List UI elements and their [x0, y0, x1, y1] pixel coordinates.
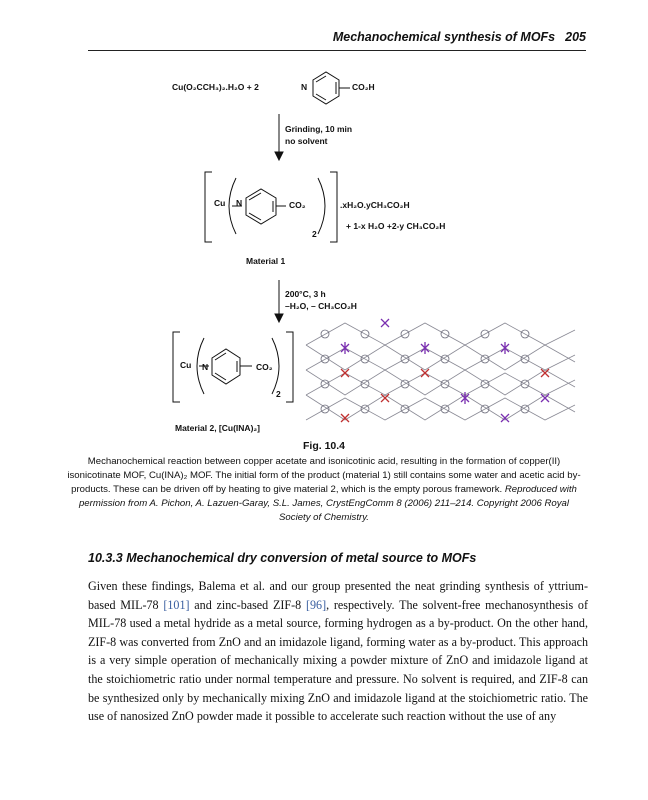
material2-outer-bracket-right — [286, 332, 293, 402]
figure-caption-credit: Reproduced with permission from A. Pichon, A. Lazuen-Garay, S.L. James, CrystEngComm 8 (2006) 211–214. Copyright 2006 Royal Society of Chemistry. — [78, 484, 577, 523]
reactant-copper-acetate: Cu(O₂CCH₃)₂.H₂O + 2 — [172, 82, 259, 92]
material1-nitrogen: N — [236, 198, 243, 208]
material1-pyridine-ring — [246, 189, 276, 224]
material1-carboxylate: CO₂ — [289, 200, 306, 210]
step2-conditions-line1: 200°C, 3 h — [285, 289, 326, 299]
material1-label: Material 1 — [246, 256, 286, 266]
step1-conditions-line2: no solvent — [285, 136, 328, 146]
material2-nitrogen: N — [202, 362, 209, 372]
figure-caption-main: Mechanochemical reaction between copper acetate and isonicotinic acid, resulting in the formation of copper(II) isonicotinate MOF, Cu(INA)₂ MOF. The initial form of the product (material 1) still contains some water and acetic acid by-products. These can be driven off by heating to give material 2, which is the empty porous framework. — [67, 456, 581, 495]
material1-subscript: 2 — [312, 229, 317, 239]
page-number: 205 — [565, 30, 586, 44]
material2-pyridine-ring — [212, 349, 240, 384]
body-text-part1: Given these findings, Balema et al. and our group presented the neat grinding synthesis of yttrium-based MIL-78 — [88, 579, 588, 612]
step2-conditions-line2: –H₂O, – CH₃CO₂H — [285, 301, 357, 311]
material2-label: Material 2, [Cu(INA)₂] — [175, 423, 261, 433]
material1-paren-right — [318, 178, 325, 234]
body-text-part3: , respectively. The solvent-free mechanosynthesis of MIL-78 used a metal hydride as a metal source, forming hydrogen as a by-product. On the other hand, ZIF-8 was converted from ZnO and an imidazole ligand, forming water as a by-product. This approach is a very simple operation of mechanically mixing a powder mixture of ZnO and imidazole ligand at the stoichiometric ratio under normal temperature and pressure. No solvent is required, and ZIF-8 can be synthesized only by mechanically mixing ZnO and imidazole ligand at the stoichiometric ratio. The use of nanosized ZnO powder made it possible to accelerate such reaction without the use of any — [88, 597, 589, 724]
reactant-carboxylic-acid: CO₂H — [352, 82, 375, 92]
material2-paren-right — [272, 338, 279, 394]
running-header-title: Mechanochemical synthesis of MOFs — [332, 30, 556, 44]
figure-label: Fig. 10.4 — [302, 440, 345, 452]
material1-byproducts: + 1-x H₂O +2-y CH₃CO₂H — [346, 221, 446, 231]
material1-outer-bracket-left — [205, 172, 212, 242]
body-paragraph — [88, 577, 588, 726]
body-text-part2: and zinc-based ZIF-8 — [189, 597, 306, 612]
reactant-pyridine-ring — [313, 72, 339, 104]
reactant-pyridine-n: N — [301, 82, 308, 92]
material1-copper: Cu — [214, 198, 226, 208]
material2-outer-bracket-left — [173, 332, 180, 402]
citation-link-96[interactable]: [96] — [305, 597, 327, 612]
material1-solvate: .xH₂O.yCH₃CO₂H — [340, 200, 410, 210]
material2-subscript: 2 — [276, 389, 281, 399]
material2-copper: Cu — [180, 360, 192, 370]
figure-caption — [62, 455, 586, 525]
material1-outer-bracket-right — [330, 172, 337, 242]
section-heading: 10.3.3 Mechanochemical dry conversion of metal source to MOFs — [88, 551, 477, 565]
material2-carboxylate: CO₂ — [256, 362, 273, 372]
step1-conditions-line1: Grinding, 10 min — [285, 124, 353, 134]
citation-link-101[interactable]: [101] — [163, 597, 190, 612]
